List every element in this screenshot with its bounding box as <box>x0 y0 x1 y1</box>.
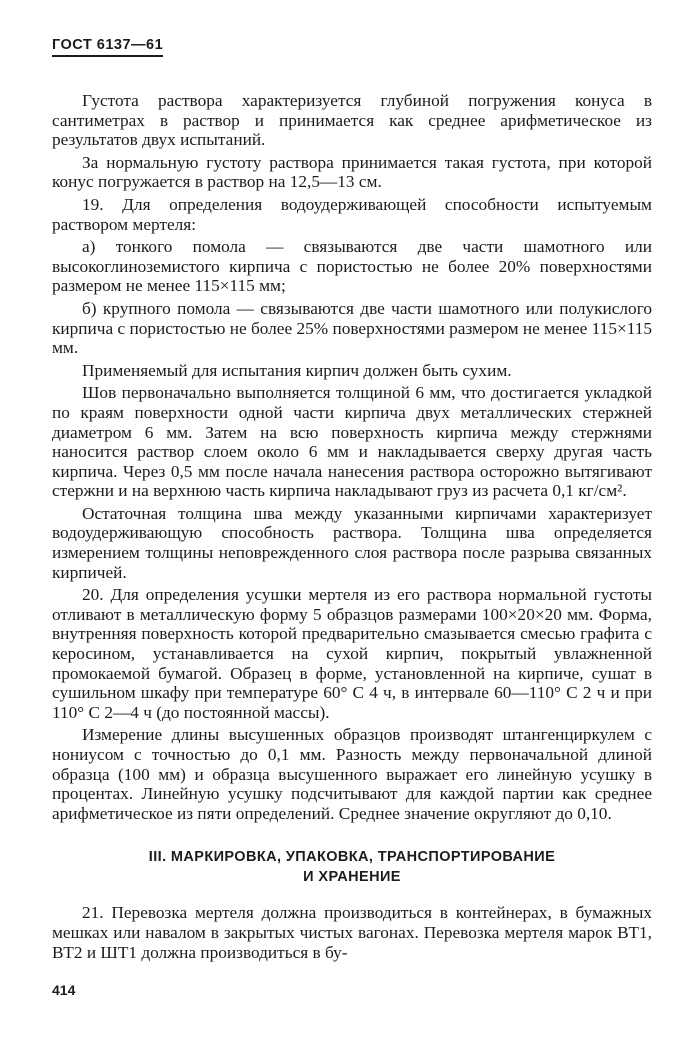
paragraph: Применяемый для испытания кирпич должен быть сухим. <box>82 360 512 380</box>
paragraph: 21. Перевозка мертеля должна производиться в контейнерах, в бумажных мешках или навалом в закрытых чистых вагонах. Перевозка мертеля марок ВТ1, ВТ2 и ШТ1 должна производиться в бу- <box>52 903 652 962</box>
section-title <box>52 847 652 887</box>
paragraph: Остаточная толщина шва между указанными кирпичами характеризует водоудерживающую способность раствора. Толщина шва определяется измерением толщины неповрежденного слоя раствора после разрыва связанных кирпичей. <box>52 503 652 582</box>
paragraph: Измерение длины высушенных образцов производят штангенциркулем с нониусом с точностью до 0,1 мм. Разность между первоначальной длиной образца (100 мм) и образца высушенного выражает его линейную усушку в процентах. Линейную усушку подсчитывают для каждой партии как среднее арифметическое из пяти определений. Среднее значение округляют до 0,10. <box>52 725 652 823</box>
paragraph: 20. Для определения усушки мертеля из его раствора нормальной густоты отливают в металлическую форму 5 образцов размерами 100×20×20 мм. Форма, внутренняя поверхность которой предварительно смазывается смесью графита с керосином, устанавливается на сухой кирпич, покрытый увлажненной промокаемой бумагой. Образец в форме, установленной на кирпиче, сушат в сушильном шкафу при температуре 60° С 4 ч, в интервале 60—110° С 2 ч и при 110° С 2—4 ч (до постоянной массы). <box>52 585 652 722</box>
document-header: ГОСТ 6137—61 <box>52 37 163 57</box>
paragraph: Шов первоначально выполняется толщиной 6 мм, что достигается укладкой по краям поверхности одной части кирпича двух металлических стержней диаметром 6 мм. Затем на всю поверхность кирпича между стержнями наносится раствор слоем около 6 мм и накладывается сверху другая часть кирпича. Через 0,5 мм после начала нанесения раствора осторожно вытягивают стержни и на верхнюю часть кирпича накладывают груз из расчета 0,1 кг/см². <box>52 383 652 501</box>
paragraph: 19. Для определения водоудерживающей способности испытуемым раствором мертеля: <box>52 194 652 234</box>
paragraph: За нормальную густоту раствора принимается такая густота, при которой конус погружается в раствор на 12,5—13 см. <box>52 152 652 192</box>
document-page <box>52 36 652 965</box>
section-title-line: И ХРАНЕНИЕ <box>303 869 401 886</box>
section-title-line: III. МАРКИРОВКА, УПАКОВКА, ТРАНСПОРТИРОВАНИЕ <box>148 849 556 866</box>
paragraph: б) крупного помола — связываются две части шамотного или полукислого кирпича с пористостью не более 25% поверхностями размером не менее 115×115 мм. <box>52 298 652 358</box>
page-number: 414 <box>52 982 76 998</box>
paragraph: Густота раствора характеризуется глубиной погружения конуса в сантиметрах в раствор и принимается как среднее арифметическое из результатов двух испытаний. <box>52 91 652 150</box>
paragraph: а) тонкого помола — связываются две части шамотного или высокоглиноземистого кирпича с пористостью не более 20% поверхностями размером не менее 115×115 мм; <box>52 237 652 296</box>
document-body <box>52 91 652 962</box>
